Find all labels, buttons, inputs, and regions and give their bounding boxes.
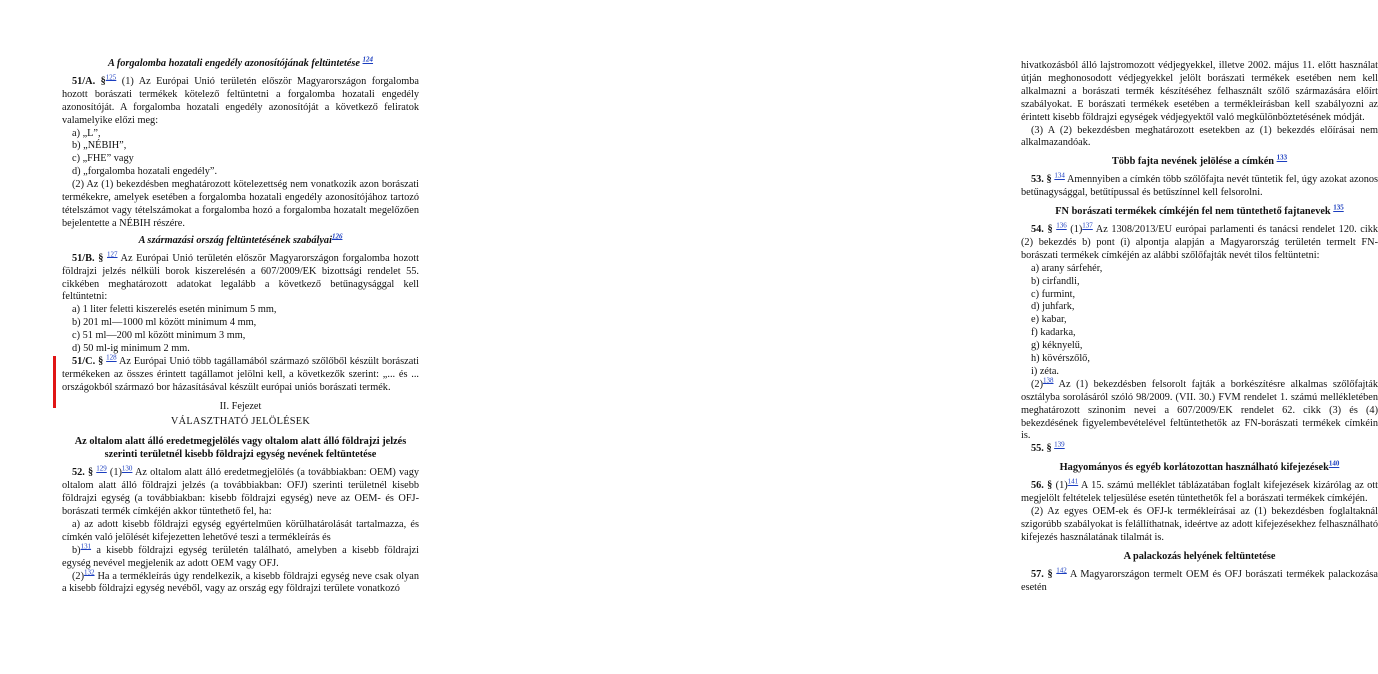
footnote-link[interactable]: 134 (1054, 171, 1065, 180)
paragraph-55: 55. § $^{139}$ (1031, 440, 1065, 455)
footnote-link[interactable]: 124 (362, 55, 374, 64)
section-title-varieties: Több fajta nevének jelölése a címkén $^{133}$ (1111, 153, 1288, 168)
paragraph-56-2: (2) Az egyes OEM-ek és OFJ-k termékleírásai az (1) bekezdésben foglaltaknál szigorúbb szabályokat is felállíthatnak, ideértve az adott kifejezésekhez felhasználható kifejezés használatának tilalmát is. (1021, 506, 1378, 543)
paragraph-53: 53. § $^{134}$ Amennyiben a címkén több szőlőfajta nevét tüntetik fel, úgy azokat azonos betűnagysággal, betűtípussal és betűszínnel kell felsorolni. (1021, 171, 1378, 199)
section-title-smaller-unit: Az oltalom alatt álló eredetmegjelölés vagy oltalom alatt álló földrajzi jelzés szerinti területnél kisebb földrajzi egység nevének feltüntetése (74, 436, 407, 461)
footnote-link[interactable]: 129 (96, 464, 107, 473)
list-item: c) 51 ml—200 ml között minimum 3 mm, (72, 330, 246, 342)
paragraph-52-a: a) az adott kisebb földrajzi egység egyértelműen körülhatárolását tartalmazza, és címkén való jelölését kifejezetten lehetővé teszi a termékleírás és (62, 518, 419, 543)
section-title-permit: A forgalomba hozatali engedély azonosítójának feltüntetése $^{124}$ (107, 55, 374, 69)
chapter-number: II. Fejezet (219, 400, 262, 412)
footnote-link[interactable]: 132 (84, 568, 95, 577)
list-item: c) furmint, (1031, 288, 1076, 300)
paragraph-57: 57. § $^{142}$ A Magyarországon termelt OEM és OFJ borászati termékek palackozása esetén (1021, 566, 1378, 593)
list-item: h) kövérszőlő, (1031, 353, 1090, 365)
paragraph-54: 54. § $^{136}$ (1)$^{137}$ Az 1308/2013/EU európai parlamenti és tanácsi rendelet 120. cikk (2) bekezdés b) pont (i) alpontja alapján a Magyarország területén termelt FN-borászati termékek címkéjén az alábbi szőlőfajták nevét tilos feltüntetni: (1021, 221, 1378, 261)
list-item: d) „forgalomba hozatali engedély”. (72, 166, 218, 178)
footnote-link[interactable]: 127 (107, 250, 118, 259)
left-column (62, 54, 419, 596)
footnote-link[interactable]: 133 (1276, 153, 1288, 162)
footnote-link[interactable]: 142 (1056, 566, 1067, 575)
footnote-link[interactable]: 128 (106, 353, 117, 362)
footnote-link[interactable]: 136 (1056, 221, 1067, 230)
paragraph-54-2: (2)$^{138}$ Az (1) bekezdésben felsorolt fajták a borkészítésre alkalmas szőlőfajták osztályba sorolásáról szóló 98/2009. (VII. 30.) FVM rendelet 1. számú mellékletében meghatározott szinonim nevei a 607/2009/EK rendelet 62. cikk (3) és (4) bekezdésének figyelembevételével feltüntethetők az FN-borászati termékek címkéin is. (1021, 376, 1378, 442)
paragraph-51c: 51/C. § $^{128}$ Az Európai Unió több tagállamából származó szőlőből készült borászati termékeken az összes érintett tagállamot jelölni kell, a következők szerint: „... és ... országokból származó bor házasításával készült európai uniós borászati termék. (62, 356, 419, 395)
footnote-link[interactable]: 137 (1082, 221, 1093, 230)
paragraph-52: 52. § $^{129}$ (1)$^{130}$ Az oltalom alatt álló eredetmegjelölés (a továbbiakban: OEM) vagy oltalom alatt álló földrajzi jelzés (a továbbiakban: OFJ) szerinti területnél kisebb földrajzi egység (a továbbiakban: kisebb földrajzi egység) neve az OEM- és OFJ-borászati termék címkéjén akkor tüntethető fel, ha: (62, 464, 419, 517)
right-column (1021, 60, 1378, 594)
footnote-link[interactable]: 125 (105, 73, 117, 82)
list-item: b) 201 ml—1000 ml között minimum 4 mm, (72, 317, 257, 329)
list-item: b) cirfandli, (1031, 275, 1080, 287)
list-item: e) kabar, (1031, 314, 1067, 326)
paragraph-52-2: (2)$^{132}$ Ha a termékleírás úgy rendelkezik, a kisebb földrajzi egység neve csak olyan a kisebb földrajzi egység nevéből, vagy az ország egy földrajzi területe vonatkozó (62, 568, 419, 595)
change-marker (53, 356, 56, 408)
list-item: c) „FHE” vagy (72, 153, 134, 165)
section-title-origin: A származási ország feltüntetésének szabályai$^{126}$ (138, 232, 343, 246)
paragraph-continued: hivatkozásból álló lajstromozott védjegyekkel, illetve 2002. május 11. előtt használat útján meghonosodott védjegyekkel jelölt borászati termékek esetében nem kell alkalmazni a borászati termék készítéséhez felhasznált szőlő származására előírt szabályokat. E borászati termékek esetében a termékleírásban kell szabályozni az érintett kisebb földrajzi egységek védjegyektől való megkülönböztetésének módját. (1021, 60, 1378, 123)
footnote-link[interactable]: 141 (1067, 477, 1079, 486)
footnote-link[interactable]: 138 (1043, 376, 1054, 385)
paragraph-51a: 51/A. §$^{125}$ (1) Az Európai Unió területén először Magyarországon forgalomba hozott borászati termékek kötelező feltüntetni a forgalomba hozatali engedély azonosítóját. A forgalomba hozatali engedély azonosítóját a következő feliratok valamelyike előzi meg: (62, 73, 419, 126)
section-title-fn-varieties: FN borászati termékek címkéjén fel nem tüntethető fajtanevek $^{135}$ (1055, 203, 1344, 218)
right-page (480, 0, 1378, 674)
section-title-bottling: A palackozás helyének feltüntetése (1123, 550, 1276, 562)
footnote-link[interactable]: 131 (80, 542, 92, 551)
list-item: i) zéta. (1031, 365, 1060, 377)
footnote-link[interactable]: 135 (1333, 203, 1344, 212)
paragraph-51a-2: (2) Az (1) bekezdésben meghatározott kötelezettség nem vonatkozik azon borászati termékekre, amelyek esetében a forgalomba hozatali engedély azonosítójához tartozó tételszámot vagy tételszámokat a forgalomba hozó a forgalomba hozatalt megelőzően bejelentette a NÉBIH részére. (62, 179, 419, 229)
list-item: f) kadarka, (1031, 327, 1076, 339)
left-page (0, 0, 480, 674)
paragraph-52-b: b)$^{131}$ a kisebb földrajzi egység területén található, amelyben a kisebb földrajzi egység nevével megjelenik az adott OEM vagy OFJ. (62, 542, 419, 569)
list-item: d) juhfark, (1031, 301, 1075, 313)
footnote-link[interactable]: 140 (1328, 459, 1340, 468)
paragraph-56: 56. § (1)$^{141}$ A 15. számú melléklet táblázatában foglalt kifejezések kizárólag az ott megjelölt feltételek teljesülése esetén tüntethetők fel a borászati termékek címkéjén. (1021, 477, 1378, 505)
footnote-link[interactable]: 130 (121, 464, 133, 473)
list-item: b) „NÉBIH”, (72, 140, 127, 152)
list-item: g) kéknyelű, (1031, 340, 1083, 352)
paragraph-51b: 51/B. § $^{127}$ Az Európai Unió területén először Magyarországon forgalomba hozott földrajzi jelzés nélküli borok kiszerelésén a 607/2009/EK bizottsági rendelet 55. cikkében meghatározott adatokat legalább a következő betűnagysággal kell feltüntetni: (62, 250, 420, 303)
list-item: a) 1 liter feletti kiszerelés esetén minimum 5 mm, (72, 304, 277, 316)
list-item: a) „L”, (72, 127, 101, 139)
paragraph-52-3: (3) A (2) bekezdésben meghatározott esetekben az (1) bekezdés előírásai nem alkalmazandóak. (1021, 124, 1378, 149)
list-item: a) arany sárfehér, (1031, 262, 1103, 274)
footnote-link[interactable]: 126 (331, 232, 343, 241)
footnote-link[interactable]: 139 (1054, 440, 1065, 449)
chapter-title: VÁLASZTHATÓ JELÖLÉSEK (170, 415, 311, 427)
list-item: d) 50 ml-ig minimum 2 mm. (72, 343, 190, 355)
section-title-traditional: Hagyományos és egyéb korlátozottan használható kifejezések$^{140}$ (1059, 459, 1340, 474)
